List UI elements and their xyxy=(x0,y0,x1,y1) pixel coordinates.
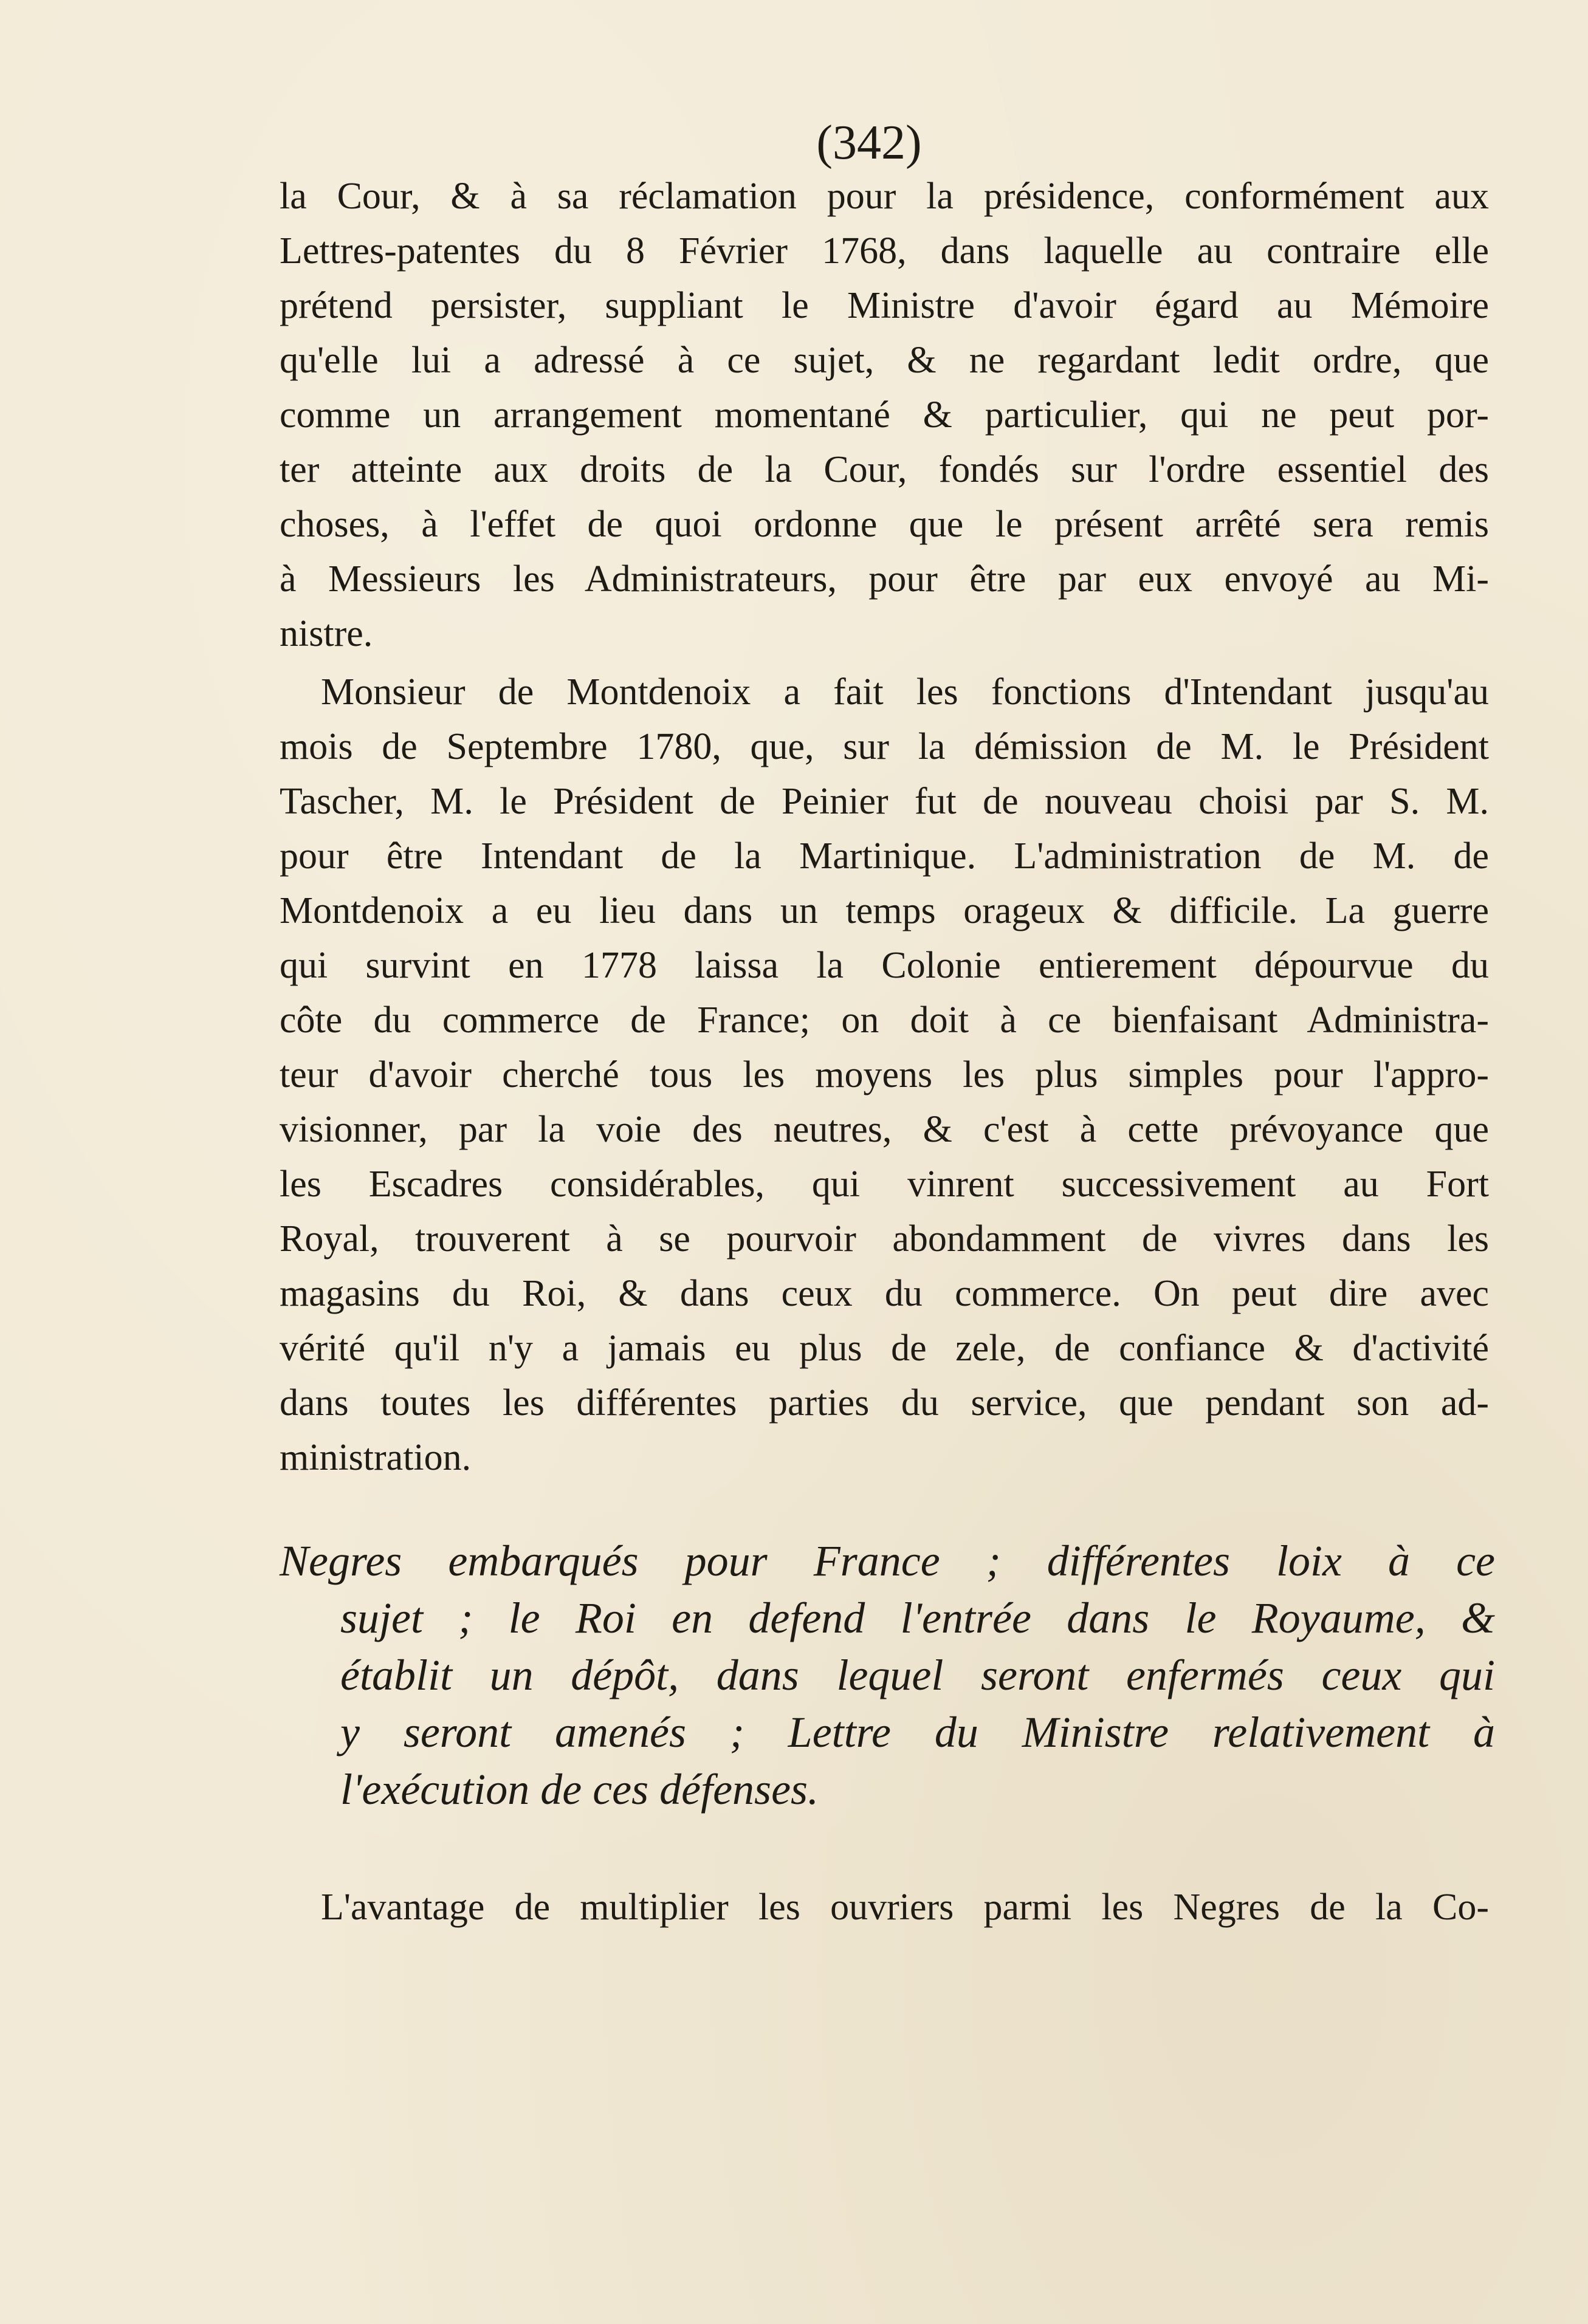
text-line: choses, à l'effet de quoi ordonne que le présent arrêté sera remis xyxy=(280,504,1489,545)
heading-line: sujet ; le Roi en defend l'entrée dans le Royaume, & xyxy=(340,1594,1495,1642)
text-line: visionner, par la voie des neutres, & c'est à cette prévoyance que xyxy=(280,1109,1489,1150)
text-line: la Cour, & à sa réclamation pour la présidence, conformément aux xyxy=(280,176,1489,217)
text-line: dans toutes les différentes parties du service, que pendant son ad- xyxy=(280,1382,1489,1424)
text-line: mois de Septembre 1780, que, sur la démission de M. le Président xyxy=(280,726,1489,767)
text-line: Tascher, M. le Président de Peinier fut de nouveau choisi par S. M. xyxy=(280,781,1489,822)
text-line: ter atteinte aux droits de la Cour, fondés sur l'ordre essentiel des xyxy=(280,449,1489,490)
heading-line: établit un dépôt, dans lequel seront enfermés ceux qui xyxy=(340,1651,1495,1699)
text-line: Montdenoix a eu lieu dans un temps orageux & difficile. La guerre xyxy=(280,890,1489,931)
text-line: Monsieur de Montdenoix a fait les fonctions d'Intendant jusqu'au xyxy=(321,671,1489,713)
text-line: ministration. xyxy=(280,1437,472,1478)
text-line: comme un arrangement momentané & particulier, qui ne peut por- xyxy=(280,394,1489,436)
text-line: qui survint en 1778 laissa la Colonie entierement dépourvue du xyxy=(280,945,1489,986)
text-line: prétend persister, suppliant le Ministre d'avoir égard au Mémoire xyxy=(280,285,1489,326)
text-line: L'avantage de multiplier les ouvriers parmi les Negres de la Co- xyxy=(321,1887,1489,1928)
text-line: nistre. xyxy=(280,613,373,654)
paragraph-closing xyxy=(280,1880,1489,1935)
text-line: pour être Intendant de la Martinique. L'administration de M. de xyxy=(280,835,1489,877)
text-line: côte du commerce de France; on doit à ce bienfaisant Administra- xyxy=(280,999,1489,1041)
text-line: vérité qu'il n'y a jamais eu plus de zele, de confiance & d'activité xyxy=(280,1328,1489,1369)
text-line: qu'elle lui a adressé à ce sujet, & ne regardant ledit ordre, que xyxy=(280,340,1489,381)
heading-line: l'exécution de ces défenses. xyxy=(340,1765,819,1814)
text-line: les Escadres considérables, qui vinrent successivement au Fort xyxy=(280,1164,1489,1205)
text-line: teur d'avoir cherché tous les moyens les plus simples pour l'appro- xyxy=(280,1054,1489,1095)
heading-line: Negres embarqués pour France ; différentes loix à ce xyxy=(280,1537,1495,1585)
text-line: Lettres-patentes du 8 Février 1768, dans laquelle au contraire elle xyxy=(280,230,1489,272)
paragraph-court-reclamation xyxy=(280,169,1489,661)
text-line: Royal, trouverent à se pourvoir abondamment de vivres dans les xyxy=(280,1218,1489,1260)
heading-line: y seront amenés ; Lettre du Ministre relativement à xyxy=(340,1708,1495,1757)
text-line: magasins du Roi, & dans ceux du commerce. On peut dire avec xyxy=(280,1273,1489,1314)
page-number: (342) xyxy=(816,116,922,170)
text-line: à Messieurs les Administrateurs, pour être par eux envoyé au Mi- xyxy=(280,558,1489,600)
section-heading xyxy=(280,1532,1495,1818)
paragraph-montdenoix xyxy=(280,665,1489,1485)
